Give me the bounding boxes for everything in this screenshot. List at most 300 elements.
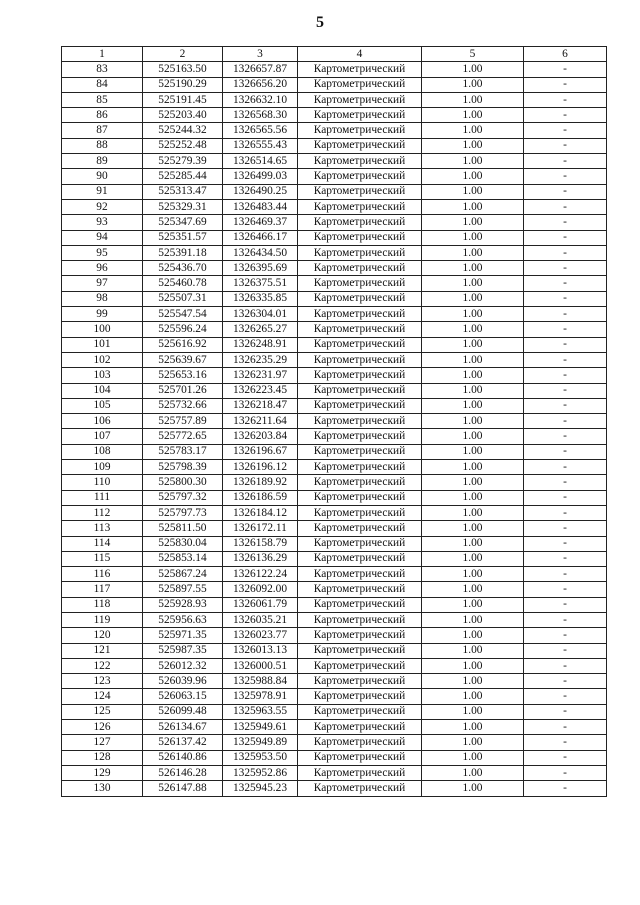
note-cell: -: [524, 291, 607, 306]
table-row: [62, 750, 607, 765]
x-coordinate-cell: 526146.28: [143, 765, 223, 780]
method-cell: Картометрический: [298, 551, 422, 566]
accuracy-cell: 1.00: [422, 215, 524, 230]
note-cell: -: [524, 750, 607, 765]
method-cell: Картометрический: [298, 307, 422, 322]
point-number-cell: 99: [62, 307, 143, 322]
note-cell: -: [524, 352, 607, 367]
note-cell: -: [524, 337, 607, 352]
note-cell: -: [524, 138, 607, 153]
table-row: [62, 704, 607, 719]
x-coordinate-cell: 525547.54: [143, 307, 223, 322]
x-coordinate-cell: 525313.47: [143, 184, 223, 199]
x-coordinate-cell: 525757.89: [143, 414, 223, 429]
point-number-cell: 112: [62, 505, 143, 520]
accuracy-cell: 1.00: [422, 169, 524, 184]
note-cell: -: [524, 582, 607, 597]
note-cell: -: [524, 536, 607, 551]
accuracy-cell: 1.00: [422, 551, 524, 566]
y-coordinate-cell: 1326203.84: [223, 429, 298, 444]
y-coordinate-cell: 1326568.30: [223, 108, 298, 123]
note-cell: -: [524, 230, 607, 245]
table-row: [62, 398, 607, 413]
accuracy-cell: 1.00: [422, 199, 524, 214]
y-coordinate-cell: 1326499.03: [223, 169, 298, 184]
y-coordinate-cell: 1326483.44: [223, 199, 298, 214]
method-cell: Картометрический: [298, 291, 422, 306]
note-cell: -: [524, 368, 607, 383]
point-number-cell: 117: [62, 582, 143, 597]
x-coordinate-cell: 526134.67: [143, 720, 223, 735]
point-number-cell: 120: [62, 628, 143, 643]
accuracy-cell: 1.00: [422, 307, 524, 322]
x-coordinate-cell: 525811.50: [143, 521, 223, 536]
method-cell: Картометрический: [298, 704, 422, 719]
method-cell: Картометрический: [298, 368, 422, 383]
y-coordinate-cell: 1326092.00: [223, 582, 298, 597]
y-coordinate-cell: 1326189.92: [223, 475, 298, 490]
table-row: [62, 521, 607, 536]
method-cell: Картометрический: [298, 62, 422, 77]
x-coordinate-cell: 525853.14: [143, 551, 223, 566]
method-cell: Картометрический: [298, 505, 422, 520]
table-row: [62, 368, 607, 383]
point-number-cell: 91: [62, 184, 143, 199]
y-coordinate-cell: 1326632.10: [223, 92, 298, 107]
accuracy-cell: 1.00: [422, 352, 524, 367]
accuracy-cell: 1.00: [422, 245, 524, 260]
y-coordinate-cell: 1325963.55: [223, 704, 298, 719]
method-cell: Картометрический: [298, 567, 422, 582]
accuracy-cell: 1.00: [422, 750, 524, 765]
accuracy-cell: 1.00: [422, 154, 524, 169]
y-coordinate-cell: 1326248.91: [223, 337, 298, 352]
method-cell: Картометрический: [298, 398, 422, 413]
x-coordinate-cell: 526147.88: [143, 781, 223, 796]
y-coordinate-cell: 1326122.24: [223, 567, 298, 582]
x-coordinate-cell: 525971.35: [143, 628, 223, 643]
y-coordinate-cell: 1326490.25: [223, 184, 298, 199]
table-row: [62, 261, 607, 276]
column-header: 2: [143, 47, 223, 62]
table-row: [62, 199, 607, 214]
table-row: [62, 62, 607, 77]
accuracy-cell: 1.00: [422, 77, 524, 92]
accuracy-cell: 1.00: [422, 261, 524, 276]
method-cell: Картометрический: [298, 154, 422, 169]
method-cell: Картометрический: [298, 750, 422, 765]
note-cell: -: [524, 460, 607, 475]
x-coordinate-cell: 525329.31: [143, 199, 223, 214]
point-number-cell: 84: [62, 77, 143, 92]
accuracy-cell: 1.00: [422, 460, 524, 475]
y-coordinate-cell: 1326172.11: [223, 521, 298, 536]
point-number-cell: 100: [62, 322, 143, 337]
accuracy-cell: 1.00: [422, 689, 524, 704]
point-number-cell: 97: [62, 276, 143, 291]
note-cell: -: [524, 658, 607, 673]
point-number-cell: 125: [62, 704, 143, 719]
point-number-cell: 88: [62, 138, 143, 153]
y-coordinate-cell: 1326223.45: [223, 383, 298, 398]
accuracy-cell: 1.00: [422, 490, 524, 505]
accuracy-cell: 1.00: [422, 628, 524, 643]
x-coordinate-cell: 526137.42: [143, 735, 223, 750]
table-row: [62, 352, 607, 367]
accuracy-cell: 1.00: [422, 138, 524, 153]
x-coordinate-cell: 526140.86: [143, 750, 223, 765]
y-coordinate-cell: 1326466.17: [223, 230, 298, 245]
point-number-cell: 127: [62, 735, 143, 750]
accuracy-cell: 1.00: [422, 704, 524, 719]
y-coordinate-cell: 1325945.23: [223, 781, 298, 796]
method-cell: Картометрический: [298, 184, 422, 199]
point-number-cell: 115: [62, 551, 143, 566]
point-number-cell: 107: [62, 429, 143, 444]
y-coordinate-cell: 1326158.79: [223, 536, 298, 551]
column-header: 5: [422, 47, 524, 62]
table-row: [62, 475, 607, 490]
method-cell: Картометрический: [298, 383, 422, 398]
table-row: [62, 674, 607, 689]
coordinates-table: [61, 46, 607, 797]
accuracy-cell: 1.00: [422, 368, 524, 383]
table-row: [62, 612, 607, 627]
accuracy-cell: 1.00: [422, 658, 524, 673]
accuracy-cell: 1.00: [422, 108, 524, 123]
note-cell: -: [524, 781, 607, 796]
x-coordinate-cell: 525460.78: [143, 276, 223, 291]
method-cell: Картометрический: [298, 658, 422, 673]
accuracy-cell: 1.00: [422, 735, 524, 750]
method-cell: Картометрический: [298, 582, 422, 597]
note-cell: -: [524, 597, 607, 612]
note-cell: -: [524, 108, 607, 123]
y-coordinate-cell: 1325949.89: [223, 735, 298, 750]
x-coordinate-cell: 525191.45: [143, 92, 223, 107]
x-coordinate-cell: 525797.73: [143, 505, 223, 520]
method-cell: Картометрический: [298, 460, 422, 475]
page-number: 5: [316, 14, 324, 31]
point-number-cell: 89: [62, 154, 143, 169]
table-row: [62, 735, 607, 750]
table-row: [62, 551, 607, 566]
x-coordinate-cell: 526099.48: [143, 704, 223, 719]
table-row: [62, 184, 607, 199]
y-coordinate-cell: 1326565.56: [223, 123, 298, 138]
x-coordinate-cell: 525797.32: [143, 490, 223, 505]
method-cell: Картометрический: [298, 337, 422, 352]
note-cell: -: [524, 123, 607, 138]
y-coordinate-cell: 1326136.29: [223, 551, 298, 566]
x-coordinate-cell: 525639.67: [143, 352, 223, 367]
note-cell: -: [524, 689, 607, 704]
y-coordinate-cell: 1326235.29: [223, 352, 298, 367]
table-row: [62, 108, 607, 123]
note-cell: -: [524, 215, 607, 230]
y-coordinate-cell: 1326184.12: [223, 505, 298, 520]
note-cell: -: [524, 720, 607, 735]
method-cell: Картометрический: [298, 77, 422, 92]
table-row: [62, 765, 607, 780]
method-cell: Картометрический: [298, 230, 422, 245]
table-row: [62, 689, 607, 704]
point-number-cell: 103: [62, 368, 143, 383]
accuracy-cell: 1.00: [422, 643, 524, 658]
table-row: [62, 490, 607, 505]
column-header: 4: [298, 47, 422, 62]
point-number-cell: 109: [62, 460, 143, 475]
table-row: [62, 597, 607, 612]
note-cell: -: [524, 612, 607, 627]
y-coordinate-cell: 1326514.65: [223, 154, 298, 169]
x-coordinate-cell: 525436.70: [143, 261, 223, 276]
x-coordinate-cell: 525798.39: [143, 460, 223, 475]
note-cell: -: [524, 169, 607, 184]
note-cell: -: [524, 674, 607, 689]
y-coordinate-cell: 1326395.69: [223, 261, 298, 276]
accuracy-cell: 1.00: [422, 230, 524, 245]
method-cell: Картометрический: [298, 414, 422, 429]
accuracy-cell: 1.00: [422, 582, 524, 597]
x-coordinate-cell: 525252.48: [143, 138, 223, 153]
method-cell: Картометрический: [298, 689, 422, 704]
x-coordinate-cell: 525732.66: [143, 398, 223, 413]
note-cell: -: [524, 414, 607, 429]
point-number-cell: 101: [62, 337, 143, 352]
note-cell: -: [524, 490, 607, 505]
method-cell: Картометрический: [298, 92, 422, 107]
note-cell: -: [524, 322, 607, 337]
point-number-cell: 121: [62, 643, 143, 658]
column-header: 3: [223, 47, 298, 62]
y-coordinate-cell: 1325988.84: [223, 674, 298, 689]
method-cell: Картометрический: [298, 597, 422, 612]
note-cell: -: [524, 245, 607, 260]
table-row: [62, 460, 607, 475]
accuracy-cell: 1.00: [422, 429, 524, 444]
accuracy-cell: 1.00: [422, 383, 524, 398]
x-coordinate-cell: 525279.39: [143, 154, 223, 169]
table-row: [62, 536, 607, 551]
accuracy-cell: 1.00: [422, 123, 524, 138]
point-number-cell: 95: [62, 245, 143, 260]
table-row: [62, 628, 607, 643]
y-coordinate-cell: 1325953.50: [223, 750, 298, 765]
point-number-cell: 122: [62, 658, 143, 673]
accuracy-cell: 1.00: [422, 398, 524, 413]
x-coordinate-cell: 525391.18: [143, 245, 223, 260]
note-cell: -: [524, 735, 607, 750]
x-coordinate-cell: 526039.96: [143, 674, 223, 689]
table-row: [62, 643, 607, 658]
accuracy-cell: 1.00: [422, 597, 524, 612]
accuracy-cell: 1.00: [422, 505, 524, 520]
note-cell: -: [524, 92, 607, 107]
table-row: [62, 77, 607, 92]
y-coordinate-cell: 1326555.43: [223, 138, 298, 153]
table-row: [62, 567, 607, 582]
table-header: [62, 47, 607, 62]
y-coordinate-cell: 1325978.91: [223, 689, 298, 704]
point-number-cell: 106: [62, 414, 143, 429]
table-row: [62, 215, 607, 230]
point-number-cell: 124: [62, 689, 143, 704]
method-cell: Картометрический: [298, 108, 422, 123]
note-cell: -: [524, 551, 607, 566]
y-coordinate-cell: 1326375.51: [223, 276, 298, 291]
accuracy-cell: 1.00: [422, 765, 524, 780]
method-cell: Картометрический: [298, 720, 422, 735]
method-cell: Картометрический: [298, 475, 422, 490]
accuracy-cell: 1.00: [422, 444, 524, 459]
method-cell: Картометрический: [298, 123, 422, 138]
point-number-cell: 83: [62, 62, 143, 77]
y-coordinate-cell: 1326656.20: [223, 77, 298, 92]
note-cell: -: [524, 184, 607, 199]
point-number-cell: 86: [62, 108, 143, 123]
point-number-cell: 92: [62, 199, 143, 214]
y-coordinate-cell: 1326231.97: [223, 368, 298, 383]
x-coordinate-cell: 525190.29: [143, 77, 223, 92]
y-coordinate-cell: 1326196.12: [223, 460, 298, 475]
table-row: [62, 138, 607, 153]
table-row: [62, 154, 607, 169]
table-row: [62, 720, 607, 735]
table-row: [62, 429, 607, 444]
note-cell: -: [524, 704, 607, 719]
accuracy-cell: 1.00: [422, 612, 524, 627]
x-coordinate-cell: 526063.15: [143, 689, 223, 704]
note-cell: -: [524, 62, 607, 77]
table-row: [62, 582, 607, 597]
accuracy-cell: 1.00: [422, 184, 524, 199]
y-coordinate-cell: 1326265.27: [223, 322, 298, 337]
note-cell: -: [524, 429, 607, 444]
table-row: [62, 322, 607, 337]
note-cell: -: [524, 383, 607, 398]
x-coordinate-cell: 525897.55: [143, 582, 223, 597]
table-row: [62, 169, 607, 184]
x-coordinate-cell: 525596.24: [143, 322, 223, 337]
note-cell: -: [524, 765, 607, 780]
note-cell: -: [524, 77, 607, 92]
x-coordinate-cell: 525956.63: [143, 612, 223, 627]
table-row: [62, 123, 607, 138]
accuracy-cell: 1.00: [422, 536, 524, 551]
note-cell: -: [524, 643, 607, 658]
point-number-cell: 118: [62, 597, 143, 612]
note-cell: -: [524, 276, 607, 291]
y-coordinate-cell: 1326023.77: [223, 628, 298, 643]
method-cell: Картометрический: [298, 352, 422, 367]
note-cell: -: [524, 307, 607, 322]
method-cell: Картометрический: [298, 781, 422, 796]
x-coordinate-cell: 526012.32: [143, 658, 223, 673]
y-coordinate-cell: 1326434.50: [223, 245, 298, 260]
accuracy-cell: 1.00: [422, 475, 524, 490]
note-cell: -: [524, 398, 607, 413]
x-coordinate-cell: 525653.16: [143, 368, 223, 383]
note-cell: -: [524, 521, 607, 536]
accuracy-cell: 1.00: [422, 291, 524, 306]
x-coordinate-cell: 525987.35: [143, 643, 223, 658]
method-cell: Картометрический: [298, 322, 422, 337]
accuracy-cell: 1.00: [422, 337, 524, 352]
method-cell: Картометрический: [298, 261, 422, 276]
accuracy-cell: 1.00: [422, 720, 524, 735]
table-row: [62, 92, 607, 107]
x-coordinate-cell: 525203.40: [143, 108, 223, 123]
accuracy-cell: 1.00: [422, 567, 524, 582]
method-cell: Картометрический: [298, 628, 422, 643]
y-coordinate-cell: 1326186.59: [223, 490, 298, 505]
method-cell: Картометрический: [298, 276, 422, 291]
point-number-cell: 113: [62, 521, 143, 536]
point-number-cell: 111: [62, 490, 143, 505]
method-cell: Картометрический: [298, 138, 422, 153]
point-number-cell: 114: [62, 536, 143, 551]
method-cell: Картометрический: [298, 521, 422, 536]
note-cell: -: [524, 199, 607, 214]
point-number-cell: 128: [62, 750, 143, 765]
y-coordinate-cell: 1326469.37: [223, 215, 298, 230]
y-coordinate-cell: 1326035.21: [223, 612, 298, 627]
method-cell: Картометрический: [298, 765, 422, 780]
x-coordinate-cell: 525701.26: [143, 383, 223, 398]
x-coordinate-cell: 525616.92: [143, 337, 223, 352]
table-row: [62, 337, 607, 352]
table-row: [62, 383, 607, 398]
x-coordinate-cell: 525800.30: [143, 475, 223, 490]
x-coordinate-cell: 525772.65: [143, 429, 223, 444]
accuracy-cell: 1.00: [422, 781, 524, 796]
point-number-cell: 102: [62, 352, 143, 367]
method-cell: Картометрический: [298, 536, 422, 551]
column-header: 6: [524, 47, 607, 62]
method-cell: Картометрический: [298, 245, 422, 260]
note-cell: -: [524, 505, 607, 520]
table-row: [62, 276, 607, 291]
table-row: [62, 658, 607, 673]
point-number-cell: 126: [62, 720, 143, 735]
y-coordinate-cell: 1326013.13: [223, 643, 298, 658]
point-number-cell: 119: [62, 612, 143, 627]
note-cell: -: [524, 261, 607, 276]
point-number-cell: 104: [62, 383, 143, 398]
point-number-cell: 87: [62, 123, 143, 138]
note-cell: -: [524, 154, 607, 169]
y-coordinate-cell: 1326061.79: [223, 597, 298, 612]
table-row: [62, 307, 607, 322]
note-cell: -: [524, 567, 607, 582]
x-coordinate-cell: 525830.04: [143, 536, 223, 551]
point-number-cell: 123: [62, 674, 143, 689]
method-cell: Картометрический: [298, 169, 422, 184]
method-cell: Картометрический: [298, 199, 422, 214]
method-cell: Картометрический: [298, 215, 422, 230]
column-header: 1: [62, 47, 143, 62]
note-cell: -: [524, 628, 607, 643]
y-coordinate-cell: 1325952.86: [223, 765, 298, 780]
x-coordinate-cell: 525163.50: [143, 62, 223, 77]
table-row: [62, 444, 607, 459]
x-coordinate-cell: 525783.17: [143, 444, 223, 459]
table-row: [62, 781, 607, 796]
accuracy-cell: 1.00: [422, 276, 524, 291]
note-cell: -: [524, 444, 607, 459]
x-coordinate-cell: 525285.44: [143, 169, 223, 184]
